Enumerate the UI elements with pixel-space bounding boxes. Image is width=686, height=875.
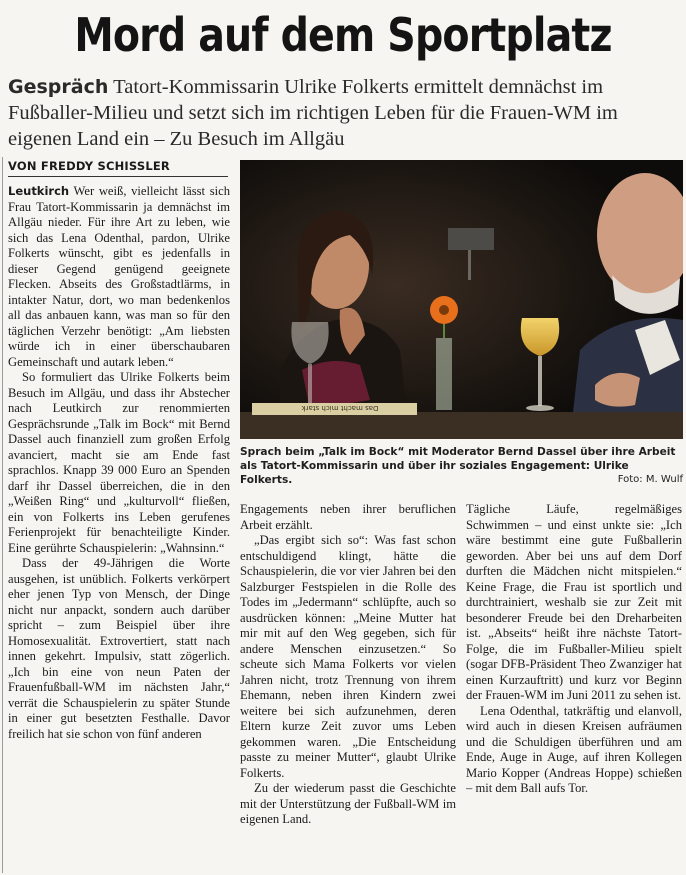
photo-credit: Foto: M. Wulf [617, 474, 683, 485]
left-margin-rule [2, 157, 3, 873]
article-photo [240, 160, 683, 439]
article-column-2 [240, 502, 456, 870]
subheadline [8, 74, 684, 152]
paragraph: Dass der 49-Jährigen die Worte ausgehen, ist unüblich. Folkerts verkörpert eher jenen Typ von Mensch, der Dinge nicht nur anpackt, sondern auch darüber spricht – zum Beispiel über ihre Homosexualität. Extrovertiert, statt nach innen gekehrt. Impulsiv, statt zögerlich. „Ich bin eine von neun Paten der Frauenfußball-WM im nächsten Jahr,“ verrät die Schauspielerin zu später Stunde in einer gut besetzten Festhalle. Davor freilich hat sie schon von fünf anderen [8, 556, 230, 741]
photo-illustration [240, 160, 683, 439]
paragraph: „Das ergibt sich so“: Was fast schon entschuldigend klingt, hätte die Schauspielerin, die vor vier Jahren bei den Salzburger Festspielen in die Rolle des Todes im „Jedermann“ schlüpfte, auch so ausdrücken können: „Meine Mutter hat mir mit auf den Weg gegeben, sich für andere Menschen einzusetzen.“ So scheute sich Mama Folkerts vor vielen Jahren nicht, trotz Trennung von ihrem Ehemann, neben ihren Kindern zwei weitere bei sich aufzunehmen, deren Eltern kurze Zeit zuvor ums Leben gekommen waren. „Die Entscheidung passte zu meiner Mutter“, glaubt Ulrike Folkerts. [240, 533, 456, 780]
headline: Mord auf dem Sportplatz [74, 8, 612, 62]
paragraph [8, 184, 230, 370]
lamp [448, 228, 494, 250]
paragraph-text: Wer weiß, vielleicht lässt sich Frau Tatort-Kommissarin ja demnächst im Allgäu nieder. Für ihre Art zu leben, wie sich das Lena Odenthal, pardon, Ulrike Folkerts wünscht, gibt es jedenfalls in dieser Gegend genügend geeignete Flecken. Abseits des Großstadtlärms, in intakter Natur, dort, wo man bedenkenlos all das anbauen kann, was man so für den täglichen Verzehr benötigt: „Am liebsten würde ich in einer überschaubaren Gemeinschaft und autark leben.“ [8, 184, 230, 369]
subhead-text: Tatort-Kommissarin Ulrike Folkerts ermittelt demnächst im Fußballer-Milieu und setzt sich im richtigen Leben für die Frauen-WM im eigenen Land ein – Zu Besuch im Allgäu [8, 76, 618, 150]
paragraph: Tägliche Läufe, regelmäßiges Schwimmen – und einst unkte sie: „Ich wäre bestimmt eine gute Fußballerin geworden. Aber bei uns auf dem Dorf durften die Mädchen nicht mitspielen.“ Keine Frage, die Frau ist sportlich und durchtrainiert, weshalb sie zur Zeit mit besonderer Freude bei den Dreharbeiten ist. „Abseits“ heißt ihre nächste Tatort-Folge, die im Fußballer-Milieu spielt (sogar DFB-Präsident Theo Zwanziger hat einen Kurzauftritt) und kurz vor Beginn der Frauen-WM im Juni 2011 zu sehen ist. [466, 502, 682, 702]
dateline: Leutkirch [8, 184, 70, 198]
byline: VON FREDDY SCHISSLER [8, 159, 228, 177]
paragraph: Engagements neben ihrer beruflichen Arbeit erzählt. [240, 502, 456, 532]
vase [436, 338, 452, 410]
paragraph: Lena Odenthal, tatkräftig und elanvoll, wird auch in diesen Kreisen aufräumen und die Schuldigen überführen und am Ende, Auge in Auge, auf ihren Kollegen Mario Kopper (Andreas Hoppe) schießen – mit dem Ball aufs Tor. [466, 703, 682, 795]
paragraph: Zu der wiederum passt die Geschichte mit der Unterstützung der Fußball-WM im eigenen Land. [240, 781, 456, 826]
book-title: Das macht mich stark [301, 404, 379, 412]
article-column-3 [466, 502, 682, 870]
subhead-kicker: Gespräch [8, 76, 109, 98]
article-column-1 [8, 184, 230, 868]
caption-text: Sprach beim „Talk im Bock“ mit Moderator Bernd Dassel über ihre Arbeit als Tatort-Kommissarin und über ihr soziales Engagement: Ulrike Folkerts. [240, 446, 676, 486]
photo-caption [240, 445, 683, 487]
paragraph: So formuliert das Ulrike Folkerts beim Besuch im Allgäu, und dass ihr Abstecher nach Leutkirch zur renommierten Gesprächsrunde „Talk im Bock“ mit Bernd Dassel auch finanziell zum großen Erfolg avanciert, macht sie am Ende fast sprachlos. Knapp 39 000 Euro an Spenden darf ihr Dassel überreichen, die in den „Weißen Ring“ und „kulturvoll“ fließen, ein von Folkerts ins Leben gerufenes Ferienprojekt für benachteiligte Kinder. Eine gerührte Schauspielerin: „Wahnsinn.“ [8, 370, 230, 555]
